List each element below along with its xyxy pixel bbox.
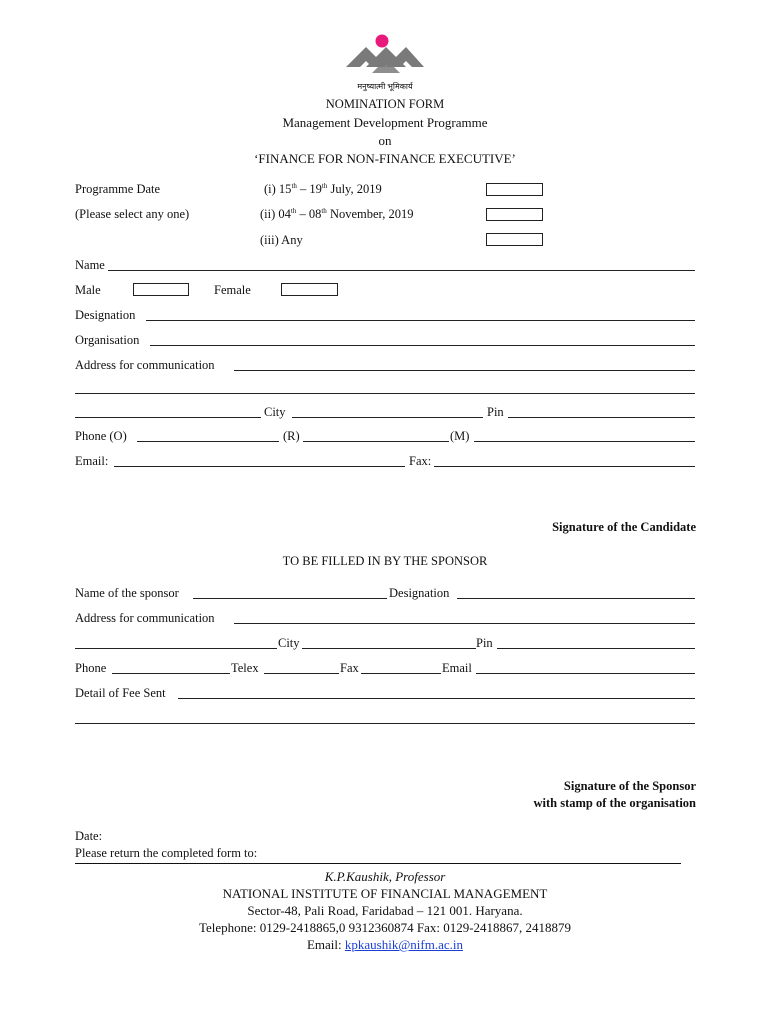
sponsor-city-field[interactable] [302,648,476,649]
programme-select-note: (Please select any one) [75,207,190,221]
sponsor-email-field[interactable] [476,673,695,674]
email-link[interactable]: kpkaushik@nifm.ac.in [344,937,464,952]
male-label: Male [75,283,101,297]
fee-field-2[interactable] [75,723,695,724]
phone-mobile-label: (M) [450,429,470,443]
fax-field[interactable] [434,466,695,467]
sponsor-name-field[interactable] [193,598,387,599]
footer-rule [75,863,681,864]
form-title: NOMINATION FORM [325,97,445,111]
programme-title: Management Development Programme [282,115,488,130]
phone-residence-field[interactable] [303,441,449,442]
phone-residence-label: (R) [283,429,300,443]
programme-option-2: (ii) 04th – 08th November, 2019 [260,206,414,221]
sponsor-fax-field[interactable] [361,673,441,674]
logo-dot [376,35,389,48]
nifm-logo [342,33,428,83]
address-field-2[interactable] [75,393,695,394]
sponsor-address-label: Address for communication [75,611,215,625]
sponsor-heading: TO BE FILLED IN BY THE SPONSOR [282,554,488,568]
sponsor-phone-label: Phone [75,661,107,675]
sponsor-email-label: Email [442,661,472,675]
date-label: Date: [75,829,103,843]
programme-topic: ‘FINANCE FOR NON-FINANCE EXECUTIVE’ [254,151,516,166]
sponsor-telex-field[interactable] [264,673,339,674]
programme-date-label: Programme Date [75,182,161,196]
sponsor-pin-field[interactable] [497,648,695,649]
logo-tagline: मनुष्यात्मी भूमिकार्य [357,82,413,91]
contact-name: K.P.Kaushik, Professor [324,869,446,884]
sponsor-address-field-2[interactable] [75,648,277,649]
sponsor-telex-label: Telex [231,661,259,675]
email-field[interactable] [114,466,405,467]
institute-email: Email: kpkaushik@nifm.ac.in [306,937,464,952]
phone-mobile-field[interactable] [474,441,695,442]
return-note: Please return the completed form to: [75,846,258,860]
fee-label: Detail of Fee Sent [75,686,166,700]
sponsor-signature-label: Signature of the Sponsor [563,779,696,793]
candidate-signature-label: Signature of the Candidate [552,520,696,534]
designation-label: Designation [75,308,136,322]
pin-field[interactable] [508,417,695,418]
on-label: on [378,133,392,148]
address-label: Address for communication [75,358,215,372]
phone-label: Phone (O) [75,429,127,443]
male-checkbox[interactable] [133,283,189,296]
option-1-checkbox[interactable] [486,183,543,196]
sponsor-designation-field[interactable] [457,598,695,599]
fee-field[interactable] [178,698,695,699]
address-field-3[interactable] [75,417,261,418]
designation-field[interactable] [146,320,695,321]
organisation-field[interactable] [150,345,695,346]
name-field[interactable] [108,270,695,271]
phone-office-field[interactable] [137,441,279,442]
fax-label: Fax: [409,454,432,468]
institute-name: NATIONAL INSTITUTE OF FINANCIAL MANAGEMENT [222,886,548,901]
sponsor-city-label: City [278,636,300,650]
sponsor-phone-field[interactable] [112,673,230,674]
female-checkbox[interactable] [281,283,338,296]
option-2-checkbox[interactable] [486,208,543,221]
city-field[interactable] [292,417,483,418]
name-label: Name [75,258,105,272]
organisation-label: Organisation [75,333,140,347]
institute-address: Sector-48, Pali Road, Faridabad – 121 001. Haryana. [247,903,523,918]
sponsor-address-field[interactable] [234,623,695,624]
sponsor-stamp-label: with stamp of the organisation [533,796,696,810]
sponsor-fax-label: Fax [340,661,359,675]
address-field-1[interactable] [234,370,695,371]
sponsor-pin-label: Pin [476,636,493,650]
institute-telephone: Telephone: 0129-2418865,0 9312360874 Fax: 0129-2418867, 2418879 [198,920,572,935]
email-label: Email: [75,454,109,468]
sponsor-designation-label: Designation [389,586,450,600]
programme-option-1: (i) 15th – 19th July, 2019 [264,181,382,196]
female-label: Female [214,283,251,297]
sponsor-name-label: Name of the sponsor [75,586,179,600]
programme-option-3: (iii) Any [260,233,303,247]
city-label: City [264,405,286,419]
option-3-checkbox[interactable] [486,233,543,246]
pin-label: Pin [487,405,504,419]
